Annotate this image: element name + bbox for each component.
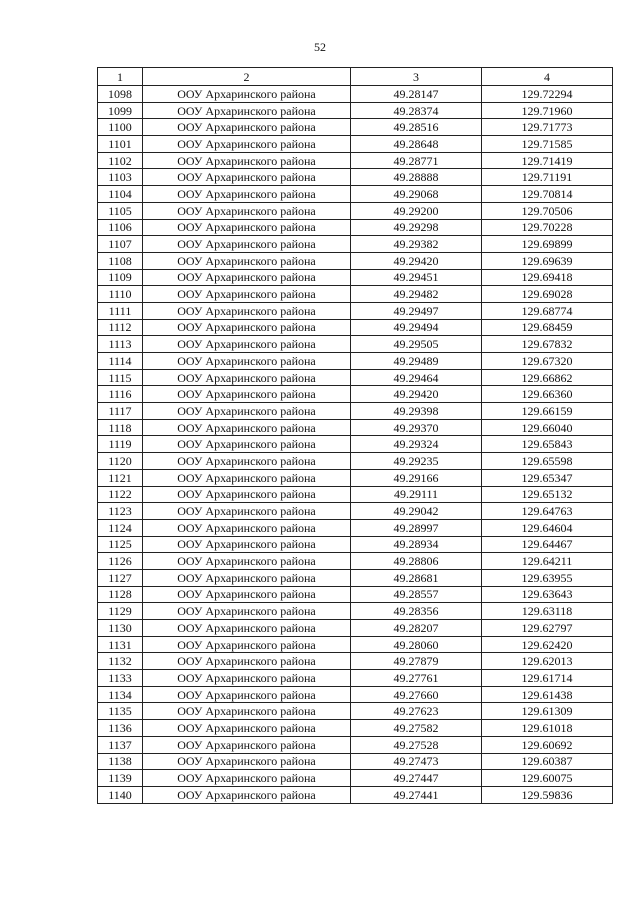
table-row (98, 620, 613, 637)
longitude-cell: 129.70814 (482, 186, 613, 203)
table-row (98, 770, 613, 787)
table-row (98, 720, 613, 737)
row-number-cell: 1122 (98, 486, 143, 503)
latitude-cell: 49.29042 (351, 503, 482, 520)
table-row (98, 136, 613, 153)
organization-cell: ООУ Архаринского района (143, 786, 351, 803)
table-row (98, 286, 613, 303)
table-row (98, 202, 613, 219)
longitude-cell: 129.61309 (482, 703, 613, 720)
latitude-cell: 49.29482 (351, 286, 482, 303)
longitude-cell: 129.66040 (482, 419, 613, 436)
latitude-cell: 49.28997 (351, 519, 482, 536)
longitude-cell: 129.66862 (482, 369, 613, 386)
row-number-cell: 1104 (98, 186, 143, 203)
row-number-cell: 1123 (98, 503, 143, 520)
latitude-cell: 49.27447 (351, 770, 482, 787)
row-number-cell: 1133 (98, 670, 143, 687)
table-row (98, 453, 613, 470)
longitude-cell: 129.63955 (482, 569, 613, 586)
longitude-cell: 129.71960 (482, 102, 613, 119)
table-row (98, 119, 613, 136)
longitude-cell: 129.59836 (482, 786, 613, 803)
table-row (98, 336, 613, 353)
latitude-cell: 49.29494 (351, 319, 482, 336)
longitude-cell: 129.68459 (482, 319, 613, 336)
organization-cell: ООУ Архаринского района (143, 353, 351, 370)
latitude-cell: 49.29370 (351, 419, 482, 436)
header-cell-1: 1 (98, 68, 143, 86)
organization-cell: ООУ Архаринского района (143, 419, 351, 436)
latitude-cell: 49.29382 (351, 236, 482, 253)
latitude-cell: 49.29200 (351, 202, 482, 219)
latitude-cell: 49.28374 (351, 102, 482, 119)
row-number-cell: 1139 (98, 770, 143, 787)
longitude-cell: 129.67320 (482, 353, 613, 370)
latitude-cell: 49.27623 (351, 703, 482, 720)
longitude-cell: 129.69418 (482, 269, 613, 286)
longitude-cell: 129.60692 (482, 736, 613, 753)
row-number-cell: 1130 (98, 620, 143, 637)
row-number-cell: 1128 (98, 586, 143, 603)
table-row (98, 386, 613, 403)
table-row (98, 486, 613, 503)
latitude-cell: 49.29166 (351, 469, 482, 486)
row-number-cell: 1136 (98, 720, 143, 737)
longitude-cell: 129.65347 (482, 469, 613, 486)
latitude-cell: 49.29489 (351, 353, 482, 370)
organization-cell: ООУ Архаринского района (143, 202, 351, 219)
latitude-cell: 49.28648 (351, 136, 482, 153)
organization-cell: ООУ Архаринского района (143, 219, 351, 236)
table-row (98, 252, 613, 269)
organization-cell: ООУ Архаринского района (143, 703, 351, 720)
row-number-cell: 1098 (98, 86, 143, 103)
row-number-cell: 1137 (98, 736, 143, 753)
organization-cell: ООУ Архаринского района (143, 586, 351, 603)
longitude-cell: 129.72294 (482, 86, 613, 103)
organization-cell: ООУ Архаринского района (143, 136, 351, 153)
organization-cell: ООУ Архаринского района (143, 86, 351, 103)
organization-cell: ООУ Архаринского района (143, 636, 351, 653)
table-row (98, 369, 613, 386)
longitude-cell: 129.69028 (482, 286, 613, 303)
organization-cell: ООУ Архаринского района (143, 186, 351, 203)
longitude-cell: 129.64211 (482, 553, 613, 570)
table-row (98, 703, 613, 720)
row-number-cell: 1110 (98, 286, 143, 303)
table-row (98, 419, 613, 436)
row-number-cell: 1121 (98, 469, 143, 486)
table-row (98, 503, 613, 520)
organization-cell: ООУ Архаринского района (143, 603, 351, 620)
latitude-cell: 49.28356 (351, 603, 482, 620)
row-number-cell: 1107 (98, 236, 143, 253)
organization-cell: ООУ Архаринского района (143, 536, 351, 553)
row-number-cell: 1125 (98, 536, 143, 553)
latitude-cell: 49.28557 (351, 586, 482, 603)
latitude-cell: 49.29464 (351, 369, 482, 386)
organization-cell: ООУ Архаринского района (143, 519, 351, 536)
table-row (98, 603, 613, 620)
longitude-cell: 129.70506 (482, 202, 613, 219)
table-row (98, 519, 613, 536)
longitude-cell: 129.69639 (482, 252, 613, 269)
organization-cell: ООУ Архаринского района (143, 152, 351, 169)
latitude-cell: 49.28207 (351, 620, 482, 637)
row-number-cell: 1100 (98, 119, 143, 136)
table-row (98, 436, 613, 453)
longitude-cell: 129.69899 (482, 236, 613, 253)
longitude-cell: 129.65132 (482, 486, 613, 503)
longitude-cell: 129.64763 (482, 503, 613, 520)
row-number-cell: 1118 (98, 419, 143, 436)
row-number-cell: 1138 (98, 753, 143, 770)
row-number-cell: 1116 (98, 386, 143, 403)
latitude-cell: 49.29497 (351, 302, 482, 319)
table-row (98, 753, 613, 770)
row-number-cell: 1134 (98, 686, 143, 703)
row-number-cell: 1119 (98, 436, 143, 453)
table-row (98, 653, 613, 670)
row-number-cell: 1108 (98, 252, 143, 269)
organization-cell: ООУ Архаринского района (143, 302, 351, 319)
latitude-cell: 49.29298 (351, 219, 482, 236)
organization-cell: ООУ Архаринского района (143, 236, 351, 253)
organization-cell: ООУ Архаринского района (143, 169, 351, 186)
organization-cell: ООУ Архаринского района (143, 569, 351, 586)
organization-cell: ООУ Архаринского района (143, 770, 351, 787)
longitude-cell: 129.65843 (482, 436, 613, 453)
table-row (98, 686, 613, 703)
row-number-cell: 1132 (98, 653, 143, 670)
longitude-cell: 129.64604 (482, 519, 613, 536)
latitude-cell: 49.27441 (351, 786, 482, 803)
latitude-cell: 49.27879 (351, 653, 482, 670)
row-number-cell: 1114 (98, 353, 143, 370)
longitude-cell: 129.71773 (482, 119, 613, 136)
row-number-cell: 1111 (98, 302, 143, 319)
row-number-cell: 1129 (98, 603, 143, 620)
table-row (98, 319, 613, 336)
table-row (98, 302, 613, 319)
organization-cell: ООУ Архаринского района (143, 336, 351, 353)
table-row (98, 169, 613, 186)
organization-cell: ООУ Архаринского района (143, 753, 351, 770)
table-row (98, 86, 613, 103)
longitude-cell: 129.60075 (482, 770, 613, 787)
latitude-cell: 49.27761 (351, 670, 482, 687)
organization-cell: ООУ Архаринского района (143, 503, 351, 520)
organization-cell: ООУ Архаринского района (143, 102, 351, 119)
table-row (98, 219, 613, 236)
latitude-cell: 49.28771 (351, 152, 482, 169)
longitude-cell: 129.71191 (482, 169, 613, 186)
organization-cell: ООУ Архаринского района (143, 119, 351, 136)
table-row (98, 636, 613, 653)
latitude-cell: 49.28516 (351, 119, 482, 136)
organization-cell: ООУ Архаринского района (143, 469, 351, 486)
longitude-cell: 129.61714 (482, 670, 613, 687)
row-number-cell: 1135 (98, 703, 143, 720)
table-row (98, 403, 613, 420)
longitude-cell: 129.66159 (482, 403, 613, 420)
header-cell-3: 3 (351, 68, 482, 86)
row-number-cell: 1120 (98, 453, 143, 470)
latitude-cell: 49.28681 (351, 569, 482, 586)
row-number-cell: 1140 (98, 786, 143, 803)
latitude-cell: 49.29111 (351, 486, 482, 503)
table-body (98, 86, 613, 804)
longitude-cell: 129.71419 (482, 152, 613, 169)
latitude-cell: 49.29420 (351, 252, 482, 269)
longitude-cell: 129.63118 (482, 603, 613, 620)
row-number-cell: 1103 (98, 169, 143, 186)
longitude-cell: 129.65598 (482, 453, 613, 470)
longitude-cell: 129.64467 (482, 536, 613, 553)
organization-cell: ООУ Архаринского района (143, 369, 351, 386)
latitude-cell: 49.29505 (351, 336, 482, 353)
organization-cell: ООУ Архаринского района (143, 686, 351, 703)
organization-cell: ООУ Архаринского района (143, 269, 351, 286)
latitude-cell: 49.29398 (351, 403, 482, 420)
latitude-cell: 49.29068 (351, 186, 482, 203)
header-cell-4: 4 (482, 68, 613, 86)
table-row (98, 236, 613, 253)
latitude-cell: 49.28806 (351, 553, 482, 570)
row-number-cell: 1126 (98, 553, 143, 570)
latitude-cell: 49.29451 (351, 269, 482, 286)
organization-cell: ООУ Архаринского района (143, 670, 351, 687)
row-number-cell: 1101 (98, 136, 143, 153)
table-row (98, 469, 613, 486)
table-row (98, 670, 613, 687)
row-number-cell: 1124 (98, 519, 143, 536)
longitude-cell: 129.68774 (482, 302, 613, 319)
latitude-cell: 49.29324 (351, 436, 482, 453)
longitude-cell: 129.62013 (482, 653, 613, 670)
row-number-cell: 1115 (98, 369, 143, 386)
row-number-cell: 1112 (98, 319, 143, 336)
table-row (98, 569, 613, 586)
organization-cell: ООУ Архаринского района (143, 553, 351, 570)
table-row (98, 586, 613, 603)
latitude-cell: 49.27660 (351, 686, 482, 703)
organization-cell: ООУ Архаринского района (143, 386, 351, 403)
longitude-cell: 129.71585 (482, 136, 613, 153)
latitude-cell: 49.28934 (351, 536, 482, 553)
longitude-cell: 129.70228 (482, 219, 613, 236)
table-row (98, 186, 613, 203)
organization-cell: ООУ Архаринского района (143, 319, 351, 336)
organization-cell: ООУ Архаринского района (143, 653, 351, 670)
row-number-cell: 1113 (98, 336, 143, 353)
table-row (98, 736, 613, 753)
latitude-cell: 49.28060 (351, 636, 482, 653)
longitude-cell: 129.63643 (482, 586, 613, 603)
latitude-cell: 49.29235 (351, 453, 482, 470)
organization-cell: ООУ Архаринского района (143, 486, 351, 503)
coordinates-table (97, 67, 613, 804)
row-number-cell: 1102 (98, 152, 143, 169)
table-row (98, 353, 613, 370)
row-number-cell: 1106 (98, 219, 143, 236)
latitude-cell: 49.28888 (351, 169, 482, 186)
organization-cell: ООУ Архаринского района (143, 453, 351, 470)
table-row (98, 152, 613, 169)
longitude-cell: 129.60387 (482, 753, 613, 770)
table-header-row (98, 68, 613, 86)
header-cell-2: 2 (143, 68, 351, 86)
longitude-cell: 129.62797 (482, 620, 613, 637)
longitude-cell: 129.62420 (482, 636, 613, 653)
longitude-cell: 129.61018 (482, 720, 613, 737)
organization-cell: ООУ Архаринского района (143, 403, 351, 420)
latitude-cell: 49.27582 (351, 720, 482, 737)
organization-cell: ООУ Архаринского района (143, 736, 351, 753)
row-number-cell: 1131 (98, 636, 143, 653)
organization-cell: ООУ Архаринского района (143, 286, 351, 303)
organization-cell: ООУ Архаринского района (143, 252, 351, 269)
row-number-cell: 1117 (98, 403, 143, 420)
table-row (98, 786, 613, 803)
row-number-cell: 1109 (98, 269, 143, 286)
table-row (98, 553, 613, 570)
latitude-cell: 49.29420 (351, 386, 482, 403)
table-row (98, 269, 613, 286)
longitude-cell: 129.66360 (482, 386, 613, 403)
longitude-cell: 129.61438 (482, 686, 613, 703)
row-number-cell: 1127 (98, 569, 143, 586)
organization-cell: ООУ Архаринского района (143, 436, 351, 453)
page-number: 52 (314, 40, 326, 54)
organization-cell: ООУ Архаринского района (143, 620, 351, 637)
table-row (98, 536, 613, 553)
table-row (98, 102, 613, 119)
latitude-cell: 49.28147 (351, 86, 482, 103)
latitude-cell: 49.27528 (351, 736, 482, 753)
row-number-cell: 1099 (98, 102, 143, 119)
row-number-cell: 1105 (98, 202, 143, 219)
longitude-cell: 129.67832 (482, 336, 613, 353)
latitude-cell: 49.27473 (351, 753, 482, 770)
organization-cell: ООУ Архаринского района (143, 720, 351, 737)
